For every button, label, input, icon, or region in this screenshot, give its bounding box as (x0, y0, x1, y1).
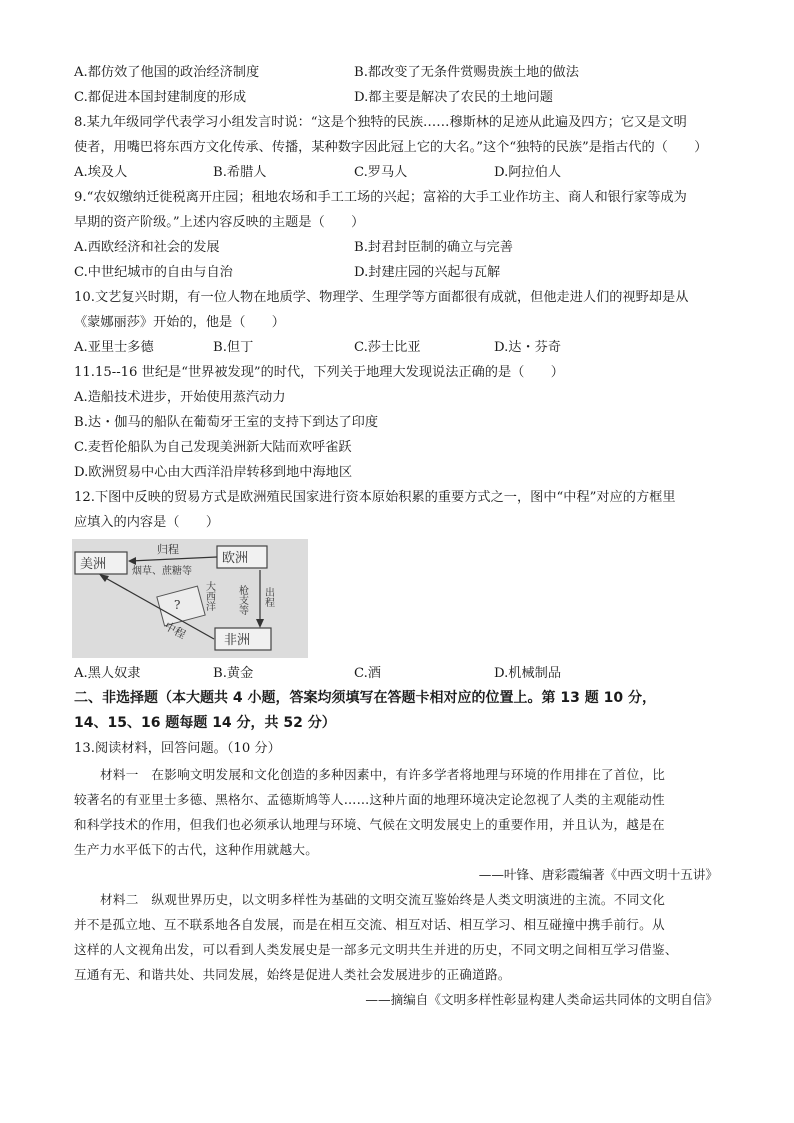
americas-label: 美洲 (80, 557, 107, 572)
q11-option-a: A.造船技术进步，开始使用蒸汽动力 (74, 390, 286, 405)
material2-line2: 并不是孤立地、互不联系地各自发展，而是在相互交流、相互对话、相互学习、相互碰撞中携手前行。从 (74, 917, 665, 932)
material2-line3: 这样的人文视角出发，可以看到人类发展史是一部多元文明共生并进的历史，不同文明之间相互学习借鉴、 (74, 942, 678, 957)
middle-leg-label: 中程 (162, 619, 188, 642)
q9-option-b: B.封君封臣制的确立与完善 (354, 240, 513, 255)
q12-option-b: B.黄金 (213, 666, 254, 681)
q13-stem: 13.阅读材料，回答问题。（10 分） (74, 741, 281, 756)
q11-stem: 11.15--16 世纪是“世界被发现”的时代，下列关于地理大发现说法正确的是（ ） (74, 365, 564, 380)
q12-stem-line2: 应填入的内容是（ ） (74, 515, 220, 530)
q12-stem-line1: 12.下图中反映的贸易方式是欧洲殖民国家进行资本原始积累的重要方式之一，图中“中程”对应的方框里 (74, 490, 676, 505)
q11-option-d: D.欧洲贸易中心由大西洋沿岸转移到地中海地区 (74, 465, 353, 480)
material1-source: ——叶锋、唐彩霞编著《中西文明十五讲》 (478, 867, 718, 882)
return-leg-arrow (130, 557, 217, 561)
q10-stem-line1: 10.文艺复兴时期，有一位人物在地质学、物理学、生理学等方面都很有成就，但他走进人们的视野却是从 (74, 290, 689, 305)
q12-option-a: A.黑人奴隶 (74, 666, 141, 681)
material1-line4: 生产力水平低下的古代，这种作用就越大。 (74, 842, 319, 857)
africa-label: 非洲 (224, 633, 251, 648)
material2-line4: 互通有无、和谐共处、共同发展，始终是促进人类社会发展进步的正确道路。 (74, 967, 511, 982)
unknown-label: ? (174, 598, 181, 612)
q7-option-d: D.都主要是解决了农民的土地问题 (354, 90, 553, 105)
q8-option-a: A.埃及人 (74, 165, 128, 180)
q8-stem-line1: 8.某九年级同学代表学习小组发言时说：“这是个独特的民族……穆斯林的足迹从此遍及四方；它又是文明 (74, 115, 687, 130)
q8-option-d: D.阿拉伯人 (494, 165, 562, 180)
return-leg-label: 归程 (157, 543, 179, 556)
ocean-label: 大西洋 (203, 581, 215, 611)
material1-line2: 较著名的有亚里士多德、黑格尔、孟德斯鸠等人……这种片面的地理环境决定论忽视了人类的主观能动性 (74, 792, 665, 807)
q7-option-a: A.都仿效了他国的政治经济制度 (74, 65, 260, 80)
triangular-trade-diagram (72, 539, 308, 658)
q10-option-d: D.达・芬奇 (494, 340, 562, 355)
outward-leg-label: 出程 (262, 587, 274, 607)
q8-option-c: C.罗马人 (354, 165, 408, 180)
section2-heading-line2: 14、15、16 题每题 14 分，共 52 分） (74, 715, 336, 731)
q8-option-b: B.希腊人 (213, 165, 267, 180)
q10-option-c: C.莎士比亚 (354, 340, 421, 355)
q11-option-b: B.达・伽马的船队在葡萄牙王室的支持下到达了印度 (74, 415, 379, 430)
q9-option-a: A.西欧经济和社会的发展 (74, 240, 220, 255)
q9-stem-line1: 9.“农奴缴纳迁徙税离开庄园；租地农场和手工工场的兴起；富裕的大手工业作坊主、商人和银行家等成为 (74, 190, 687, 205)
material2-source: ——摘编自《文明多样性彰显构建人类命运共同体的文明自信》 (365, 992, 718, 1007)
return-goods-label: 烟草、蔗糖等 (132, 566, 192, 577)
section2-heading-line1: 二、非选择题（本大题共 4 小题，答案均须填写在答题卡相对应的位置上。第 13 题 10 分， (74, 690, 656, 706)
material1-line1: 材料一 在影响文明发展和文化创造的多种因素中，有许多学者将地理与环境的作用排在了首位，比 (100, 767, 666, 782)
europe-label: 欧洲 (222, 551, 249, 566)
q10-option-a: A.亚里士多德 (74, 340, 154, 355)
q12-option-d: D.机械制品 (494, 666, 562, 681)
q7-option-b: B.都改变了无条件赏赐贵族土地的做法 (354, 65, 579, 80)
outward-goods-label: 枪支等 (236, 585, 248, 615)
q11-option-c: C.麦哲伦船队为自己发现美洲新大陆而欢呼雀跃 (74, 440, 352, 455)
q9-option-c: C.中世纪城市的自由与自治 (74, 265, 233, 280)
q7-option-c: C.都促进本国封建制度的形成 (74, 90, 247, 105)
material2-line1: 材料二 纵观世界历史，以文明多样性为基础的文明交流互鉴始终是人类文明演进的主流。不同文化 (100, 892, 666, 907)
q9-stem-line2: 早期的资产阶级。”上述内容反映的主题是（ ） (74, 215, 365, 230)
q10-option-b: B.但丁 (213, 340, 254, 355)
q8-stem-line2: 使者，用嘴巴将东西方文化传承、传播，某种数字因此冠上它的大名。”这个“独特的民族”是指古代的（ ） (74, 140, 708, 155)
q9-option-d: D.封建庄园的兴起与瓦解 (354, 265, 501, 280)
q10-stem-line2: 《蒙娜丽莎》开始的，他是（ ） (74, 315, 285, 330)
material1-line3: 和科学技术的作用，但我们也必须承认地理与环境、气候在文明发展史上的重要作用，并且认为，越是在 (74, 817, 665, 832)
q12-option-c: C.酒 (354, 666, 381, 681)
